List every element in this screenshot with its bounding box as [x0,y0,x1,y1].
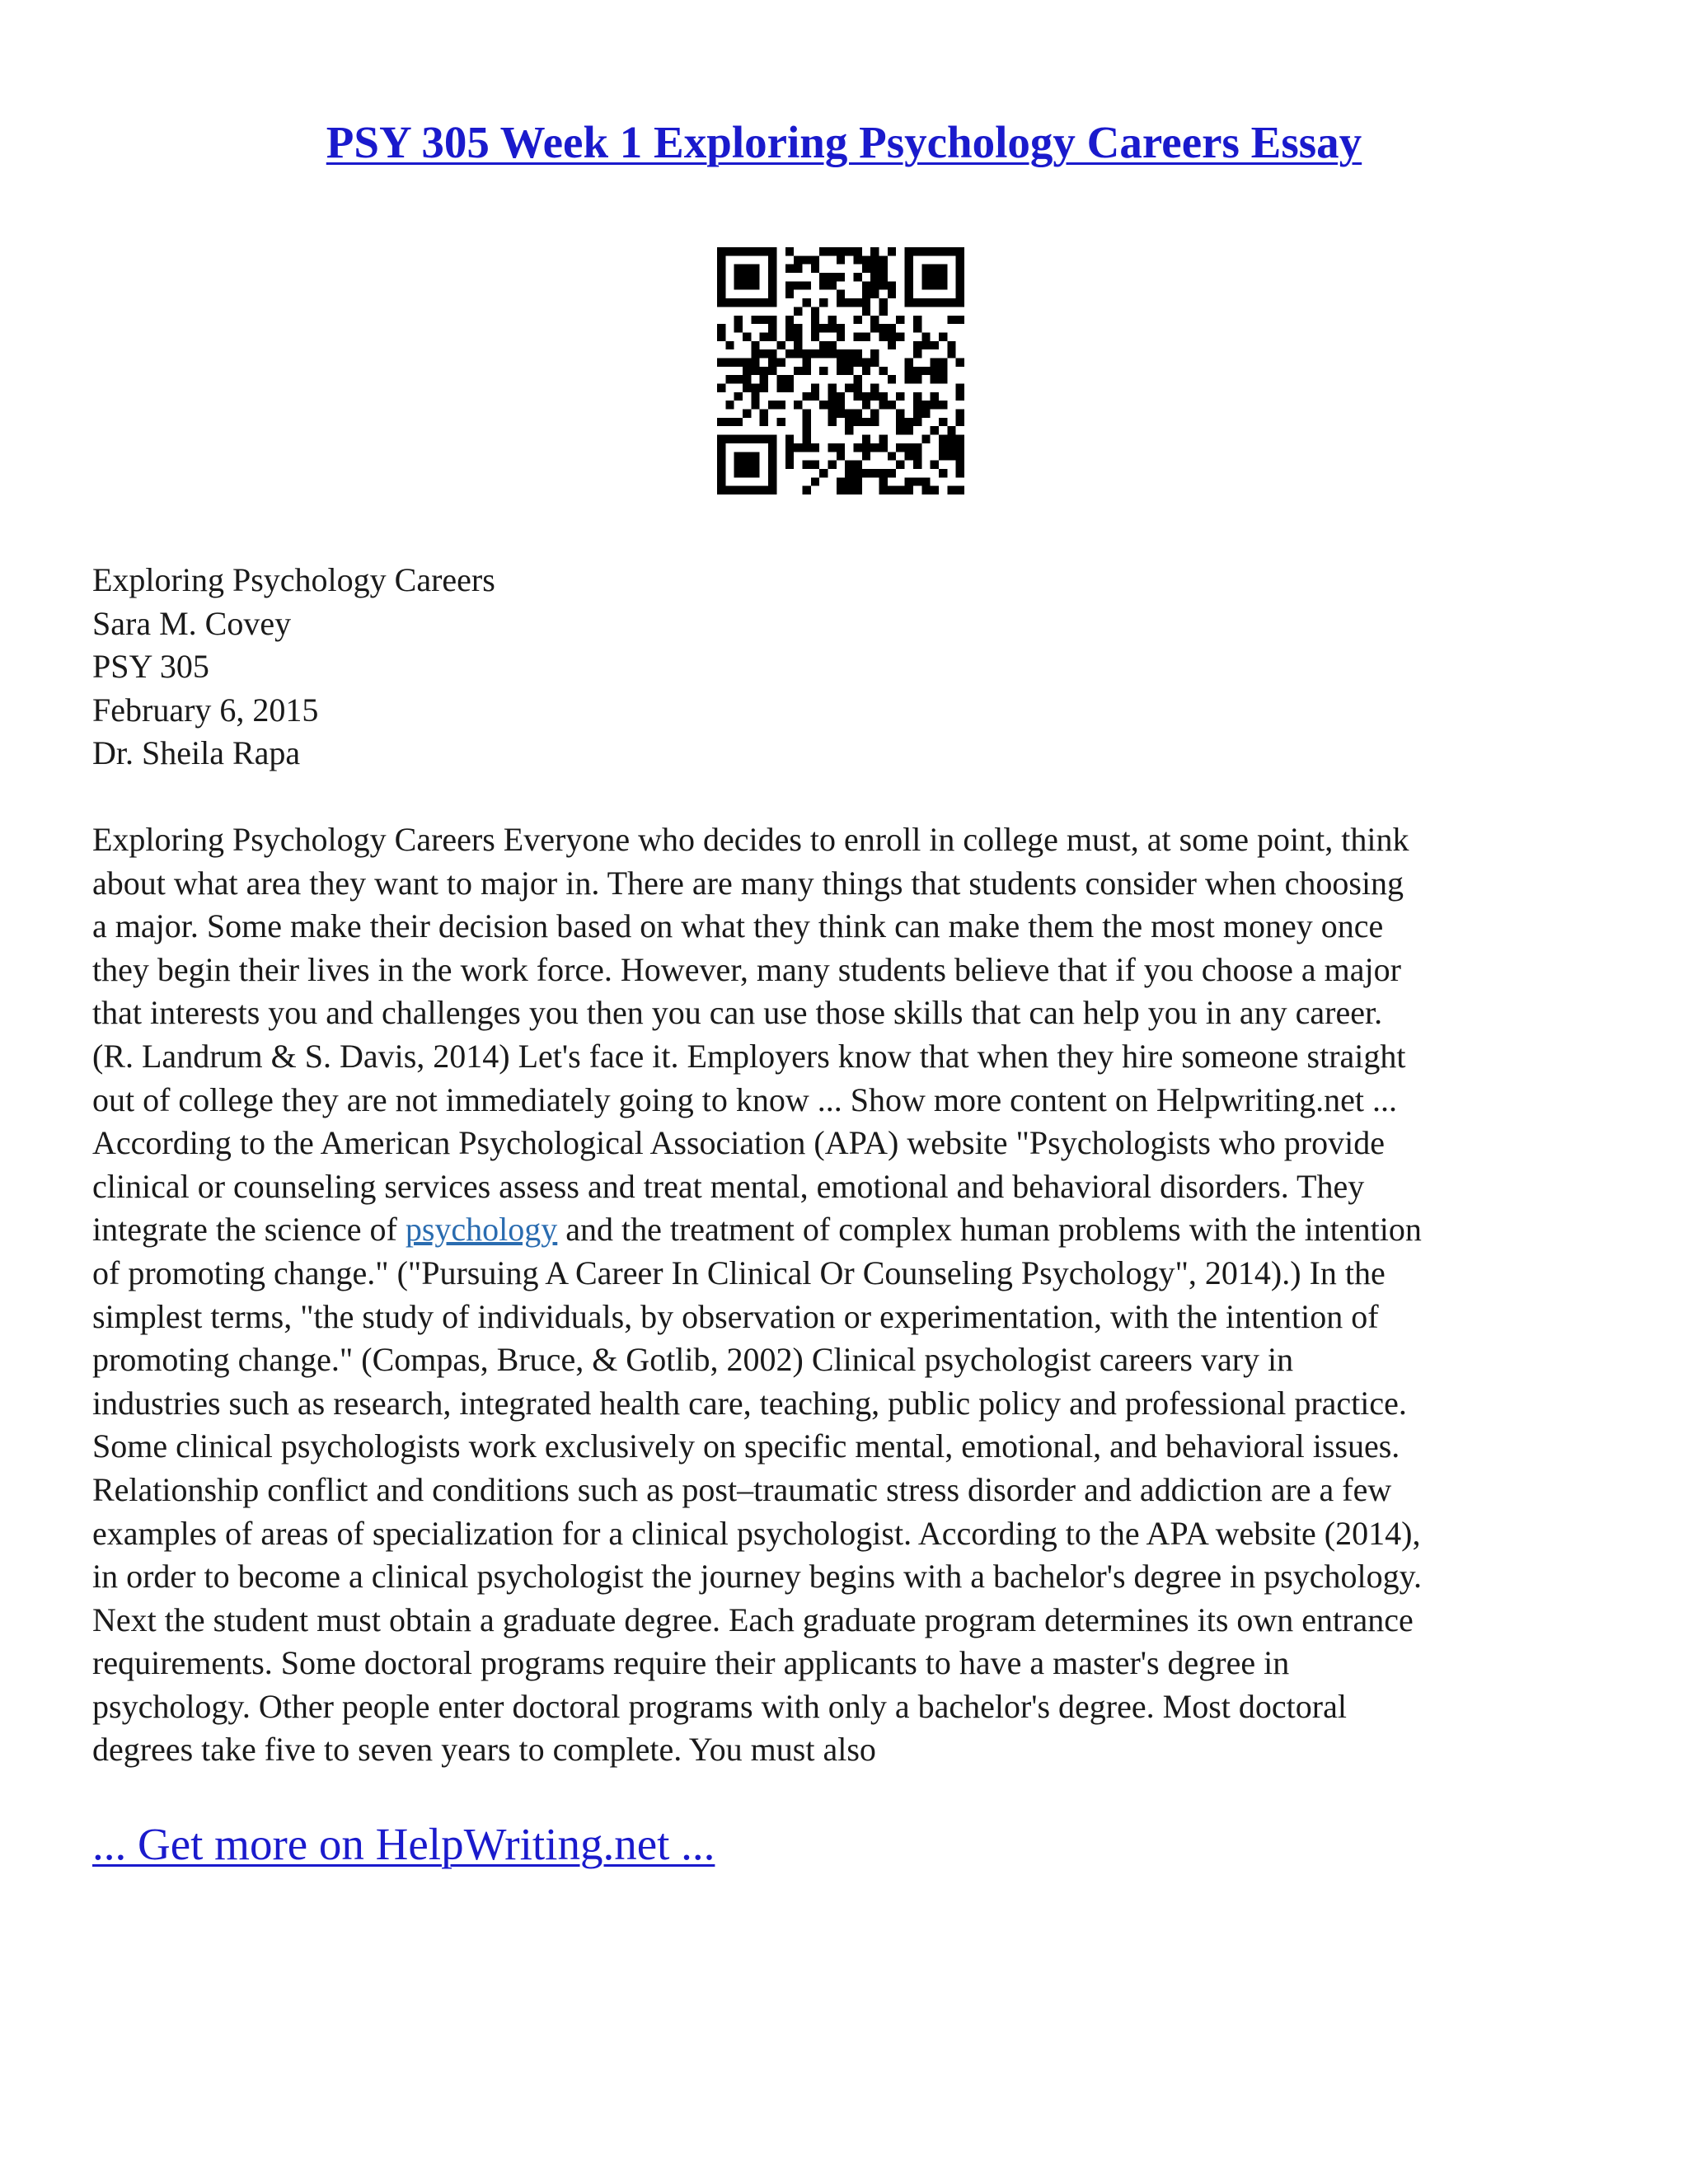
body-line: degrees take five to seven years to complete. You must also [92,1731,876,1769]
essay-title-line: Exploring Psychology Careers [92,561,495,598]
psychology-link[interactable]: psychology [405,1211,558,1249]
get-more-link[interactable]: ... Get more on HelpWriting.net ... [92,1819,715,1869]
body-text: and the treatment of complex human problems with the intention [557,1211,1422,1249]
essay-header [92,559,495,776]
date-line: February 6, 2015 [92,691,319,729]
body-line: Relationship conflict and conditions such as post–traumatic stress disorder and addiction are a few [92,1470,1392,1508]
qr-code-icon [717,247,964,494]
body-line: promoting change." (Compas, Bruce, & Gotlib, 2002) Clinical psychologist careers vary in [92,1341,1294,1379]
body-line: Next the student must obtain a graduate degree. Each graduate program determines its own entrance [92,1601,1414,1638]
page-title [0,115,1688,170]
body-line: in order to become a clinical psychologist the journey begins with a bachelor's degree in psychology. [92,1558,1423,1596]
get-more-section [92,1817,715,1872]
body-line: According to the American Psychological Association (APA) website "Psychologists who provide [92,1124,1385,1162]
body-line: examples of areas of specialization for a clinical psychologist. According to the APA website (2014), [92,1514,1421,1552]
body-text: integrate the science of [92,1211,406,1249]
body-line: of promoting change." ("Pursuing A Career In Clinical Or Counseling Psychology", 2014).) In the [92,1254,1386,1291]
body-line: psychology. Other people enter doctoral programs with only a bachelor's degree. Most doctoral [92,1687,1347,1725]
body-line: requirements. Some doctoral programs require their applicants to have a master's degree in [92,1644,1290,1682]
body-line: Some clinical psychologists work exclusively on specific mental, emotional, and behavioral issues. [92,1427,1400,1465]
body-line: a major. Some make their decision based on what they think can make them the most money once [92,907,1384,945]
title-link[interactable]: PSY 305 Week 1 Exploring Psychology Careers Essay [326,117,1362,167]
essay-body [92,818,1609,1772]
body-line: simplest terms, "the study of individuals, by observation or experimentation, with the intention of [92,1297,1379,1335]
body-line: out of college they are not immediately going to know ... Show more content on Helpwriting.net ... [92,1080,1398,1118]
body-line: that interests you and challenges you then you can use those skills that can help you in any career. [92,994,1383,1032]
instructor-line: Dr. Sheila Rapa [92,734,301,771]
course-line: PSY 305 [92,648,209,685]
body-line: clinical or counseling services assess and treat mental, emotional and behavioral disorders. They [92,1167,1365,1205]
body-line: Exploring Psychology Careers Everyone who decides to enroll in college must, at some point, think [92,821,1409,858]
body-line-with-link [92,1208,1609,1252]
body-line: about what area they want to major in. There are many things that students consider when choosing [92,864,1404,902]
author-line: Sara M. Covey [92,604,292,642]
body-line: industries such as research, integrated health care, teaching, public policy and professional practice. [92,1384,1407,1422]
body-line: they begin their lives in the work force. However, many students believe that if you choose a major [92,950,1401,988]
body-line: (R. Landrum & S. Davis, 2014) Let's face it. Employers know that when they hire someone straight [92,1037,1406,1075]
